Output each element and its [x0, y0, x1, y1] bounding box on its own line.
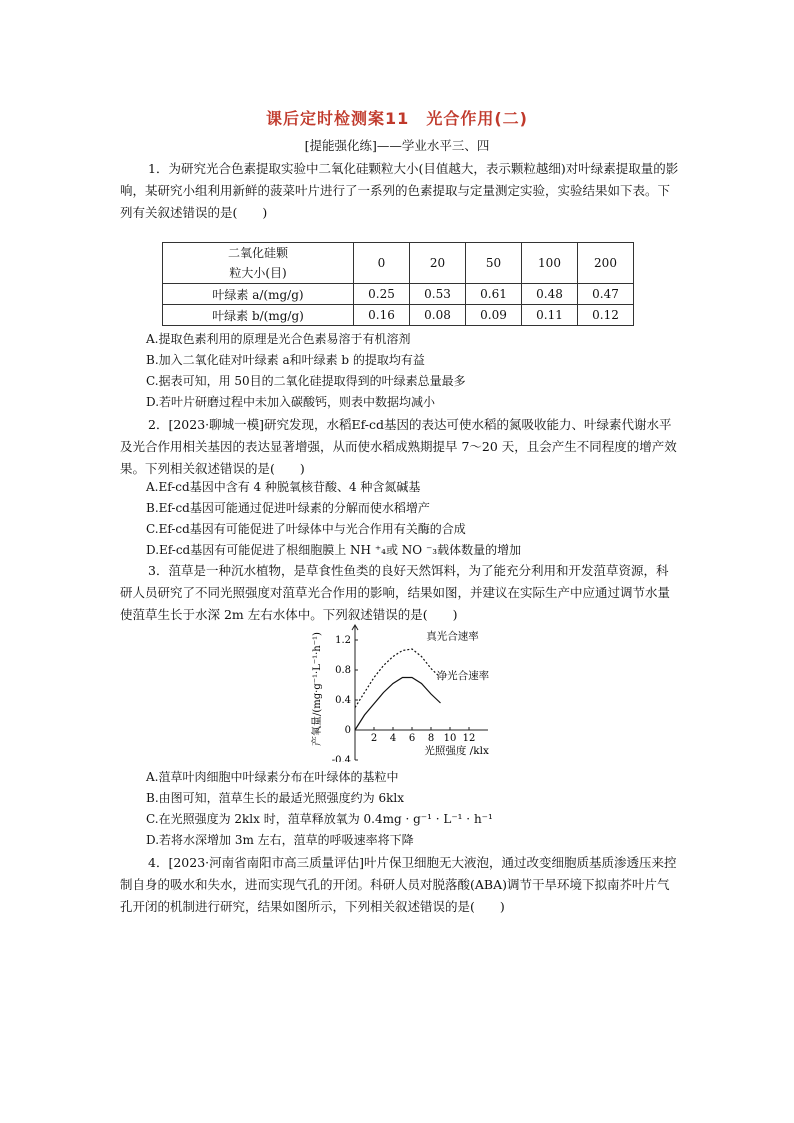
q1-option-c: C.据表可知，用 50目的二氧化硅提取得到的叶绿素总量最多	[146, 374, 466, 388]
q2-option-d: D.Ef-cd基因有可能促进了根细胞膜上 NH ⁺₄或 NO ⁻₃载体数量的增加	[146, 543, 522, 557]
x-tick-label: 4	[389, 733, 397, 744]
table-cell: 0.61	[466, 284, 522, 305]
x-tick-label: 10	[443, 733, 457, 744]
table-cell: 0.09	[466, 305, 522, 326]
table-cell: 0.25	[354, 284, 410, 305]
x-tick-label: 2	[370, 733, 378, 744]
table-col-header: 50	[466, 243, 522, 284]
page-title: 课后定时检测案11 光合作用(二)	[266, 109, 528, 128]
x-axis-label: 光照强度 /klx	[424, 745, 489, 757]
y-tick-label: 0.8	[335, 665, 351, 676]
table-row	[163, 305, 634, 326]
table-row	[163, 284, 634, 305]
y-tick-label: -0.4	[331, 755, 351, 762]
q3-option-d: D.若将水深增加 3m 左右，菹草的呼吸速率将下降	[146, 833, 414, 847]
q3-option-b: B.由图可知，菹草生长的最适光照强度约为 6klx	[146, 791, 404, 805]
y-tick-label: 0.4	[335, 695, 351, 706]
q2-option-a: A.Ef-cd基因中含有 4 种脱氧核苷酸、4 种含氮碱基	[146, 480, 421, 494]
table-header-line2: 粒大小(目)	[229, 266, 287, 280]
q1-option-b: B.加入二氧化硅对叶绿素 a和叶绿素 b 的提取均有益	[146, 353, 425, 367]
table-cell: 0.12	[578, 305, 634, 326]
series-line-gross	[355, 649, 441, 708]
y-axis-label: 产氧量/(mg·g⁻¹·L⁻¹·h⁻¹)	[312, 632, 323, 746]
y-tick-label: 0	[344, 725, 351, 736]
table-col-header: 0	[354, 243, 410, 284]
q2-option-b: B.Ef-cd基因可能通过促进叶绿素的分解而使水稻增产	[146, 501, 430, 515]
table-cell: 0.53	[410, 284, 466, 305]
table-col-header: 20	[410, 243, 466, 284]
q2-stem: 2．[2023·聊城一模]研究发现，水稻Ef-cd基因的表达可使水稻的氮吸收能力、叶绿素代谢水平及光合作用相关基因的表达显著增强，从而使水稻成熟期提早 7～20 天，且会产生不同程度的增产效果。下列相关叙述错误的是( )	[120, 417, 677, 476]
x-tick-label: 6	[408, 733, 416, 744]
table-header-line1: 二氧化硅颗	[227, 246, 288, 260]
x-tick-label: 12	[462, 733, 476, 744]
page-subtitle: [提能强化练]——学业水平三、四	[304, 138, 490, 153]
q3-option-c: C.在光照强度为 2klx 时，菹草释放氧为 0.4mg · g⁻¹ · L⁻¹ · h⁻¹	[146, 812, 493, 826]
q4-stem: 4．[2023·河南省南阳市高三质量评估]叶片保卫细胞无大液泡，通过改变细胞质基质渗透压来控制自身的吸水和失水，进而实现气孔的开闭。科研人员对脱落酸(ABA)调节干旱环境下拟南芥叶片气孔开闭的机制进行研究，结果如图所示，下列相关叙述错误的是( )	[120, 855, 677, 914]
q1-option-d: D.若叶片研磨过程中未加入碳酸钙，则表中数据均减小	[146, 395, 436, 409]
q1-table	[162, 242, 634, 326]
table-header-row	[163, 243, 634, 284]
q1-option-a: A.提取色素利用的原理是光合色素易溶于有机溶剂	[146, 332, 411, 346]
table-row-label: 叶绿素 b/(mg/g)	[163, 305, 354, 326]
x-tick-label: 8	[427, 733, 435, 744]
q3-stem: 3．菹草是一种沉水植物，是草食性鱼类的良好天然饵料，为了能充分利用和开发菹草资源，科研人员研究了不同光照强度对菹草光合作用的影响，结果如图，并建议在实际生产中应通过调节水量使菹草生长于水深 2m 左右水体中。下列叙述错误的是( )	[120, 563, 671, 622]
series-label: 真光合速率	[426, 630, 479, 643]
table-cell: 0.47	[578, 284, 634, 305]
table-col-header: 200	[578, 243, 634, 284]
series-line-net	[355, 678, 441, 731]
table-row-label: 叶绿素 a/(mg/g)	[163, 284, 354, 305]
table-cell: 0.08	[410, 305, 466, 326]
q2-option-c: C.Ef-cd基因有可能促进了叶绿体中与光合作用有关酶的合成	[146, 522, 466, 536]
q3-chart	[300, 622, 530, 762]
table-cell: 0.11	[522, 305, 578, 326]
q1-stem: 1．为研究光合色素提取实验中二氧化硅颗粒大小(目值越大，表示颗粒越细)对叶绿素提取量的影响，某研究小组利用新鲜的菠菜叶片进行了一系列的色素提取与定量测定实验，实验结果如下表。下列有关叙述错误的是( )	[120, 161, 679, 220]
series-label: 净光合速率	[436, 670, 490, 682]
table-cell: 0.16	[354, 305, 410, 326]
table-cell: 0.48	[522, 284, 578, 305]
q3-option-a: A.菹草叶肉细胞中叶绿素分布在叶绿体的基粒中	[146, 770, 399, 784]
y-tick-label: 1.2	[335, 635, 351, 646]
table-col-header: 100	[522, 243, 578, 284]
table-corner-cell	[163, 243, 354, 284]
